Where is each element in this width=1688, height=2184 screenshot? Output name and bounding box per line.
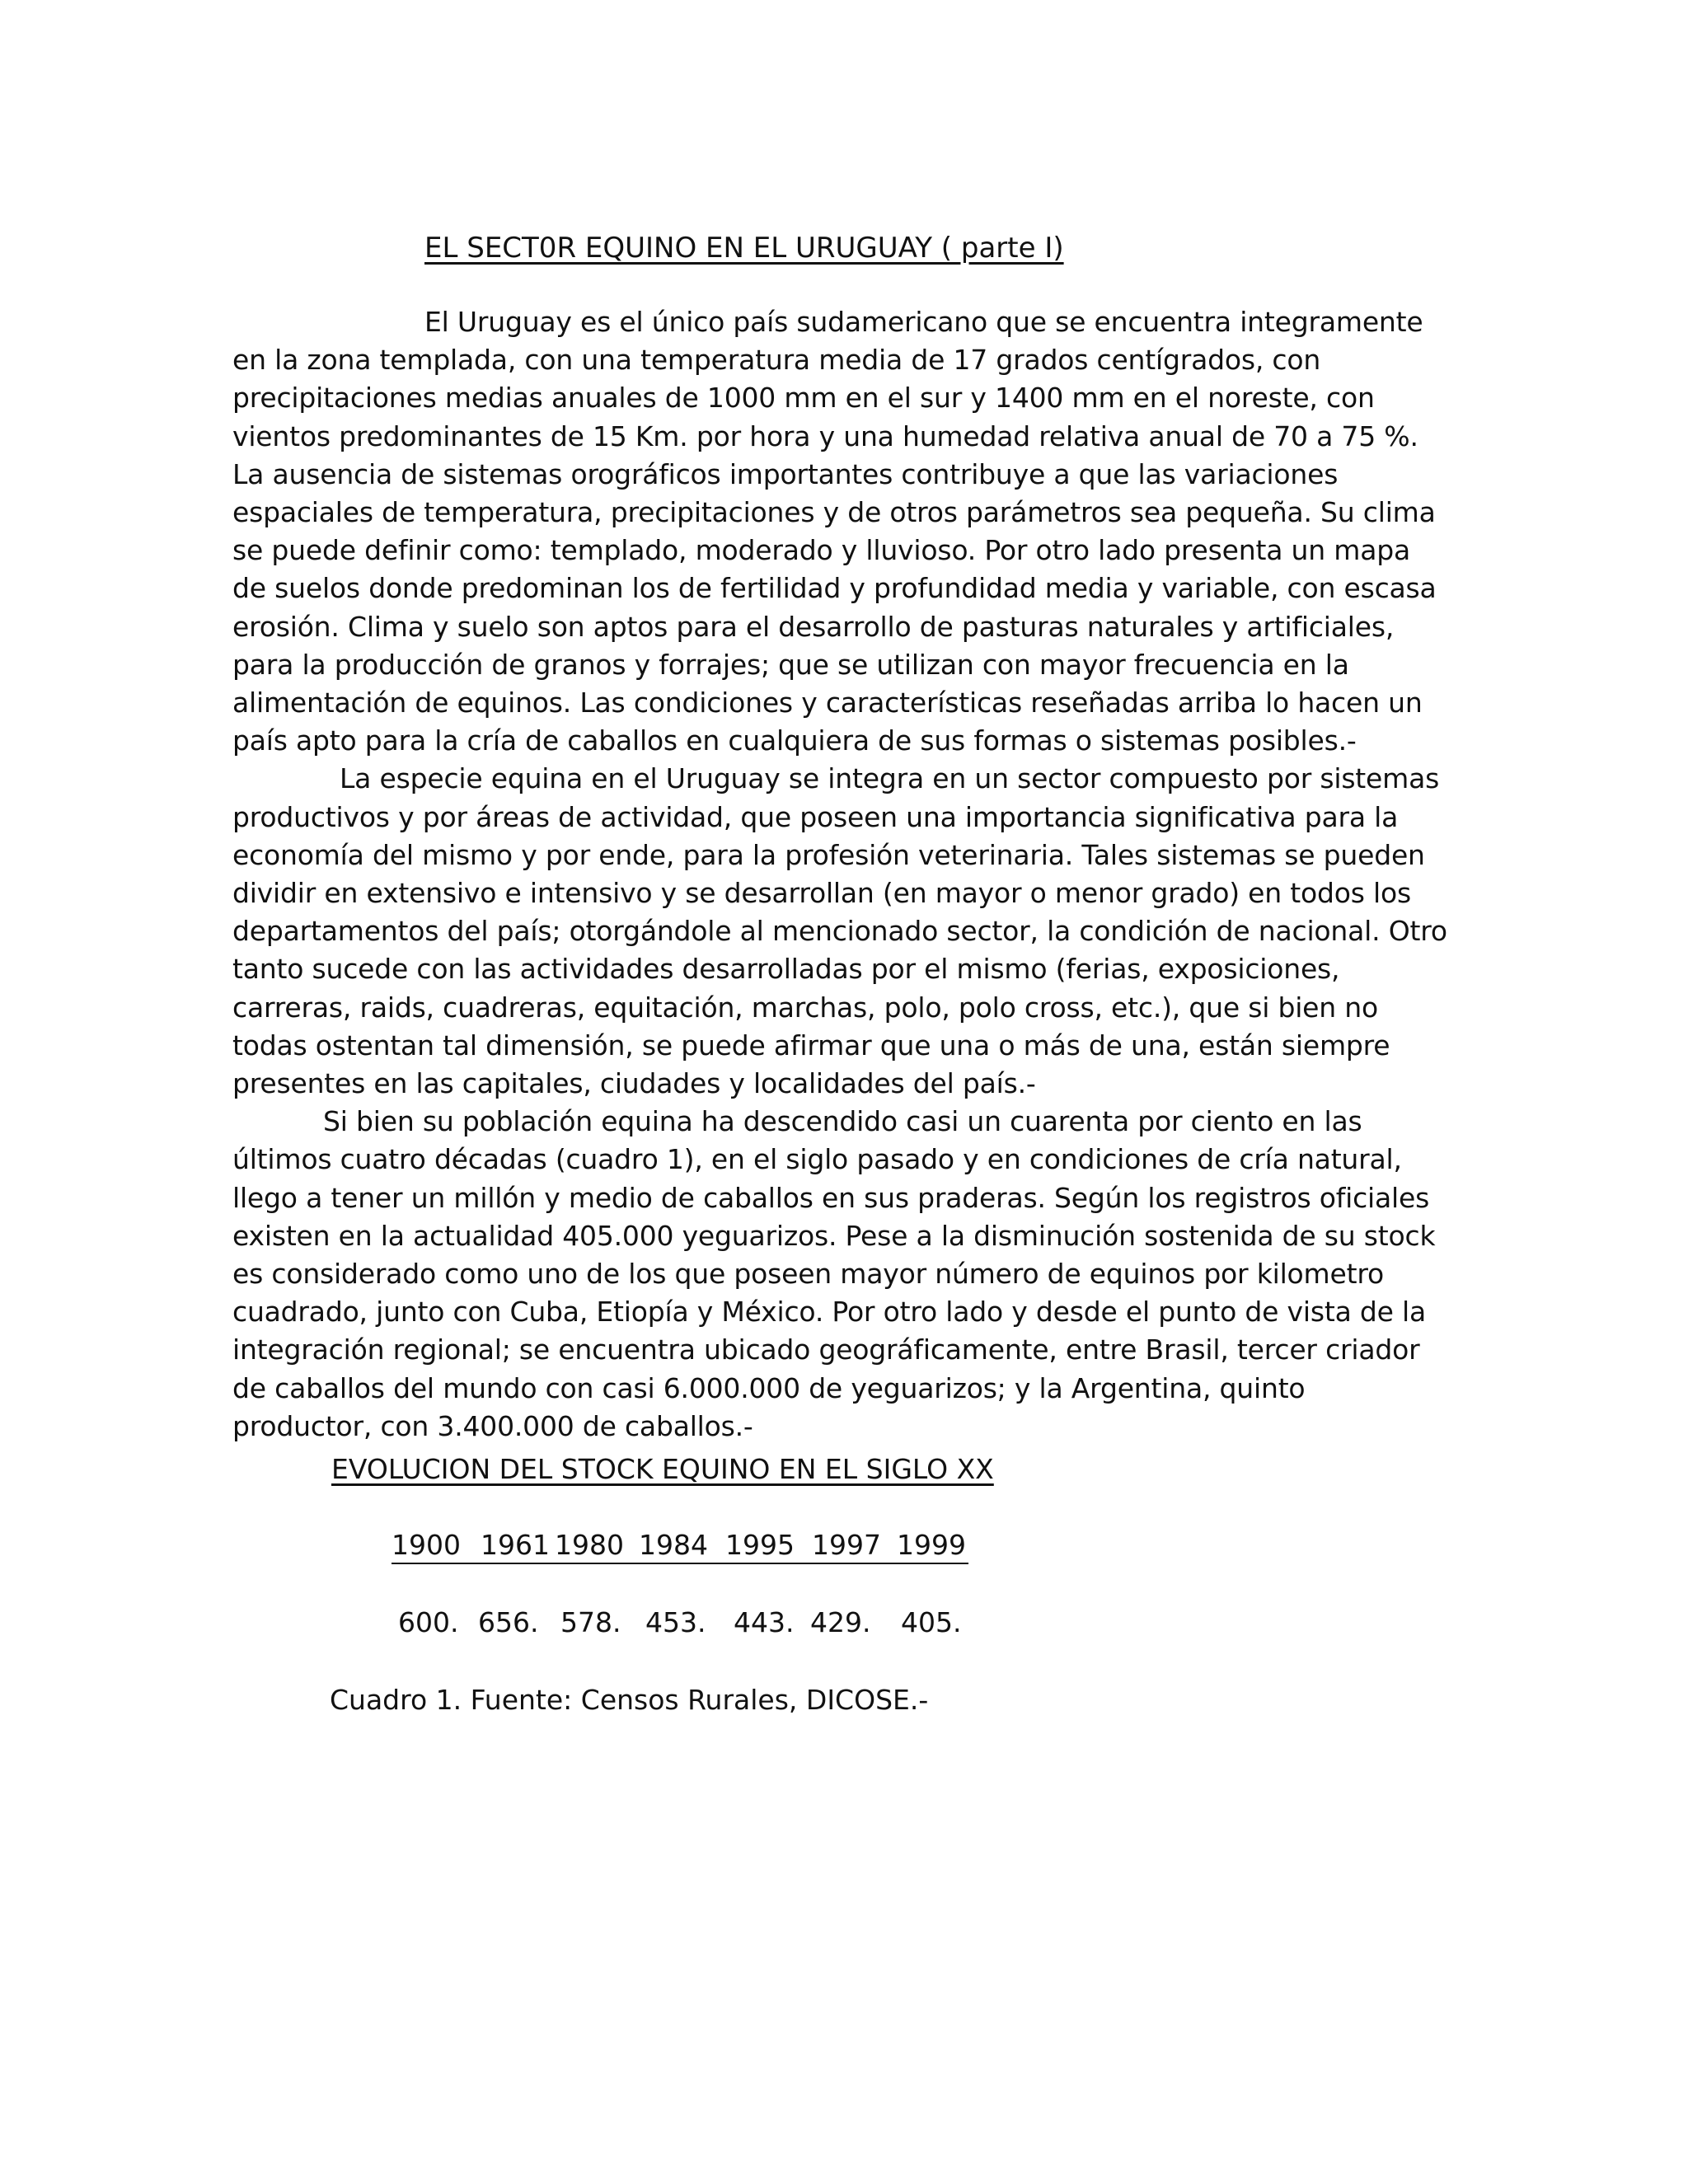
paragraph-population: Si bien su población equina ha descendido casi un cuarenta por ciento en las últimos cuatro décadas (cuadro 1), en el siglo pasado y en condiciones de cría natural, llego a tener un millón y medio de caballos en sus praderas. Según los registros oficiales existen en la actualidad 405.000 yeguarizos. Pese a la disminución sostenida de su stock es considerado como uno de los que poseen mayor número de equinos por kilometro cuadrado, junto con Cuba, Etiopía y México. Por otro lado y desde el punto de vista de la integración regional; se encuentra ubicado geográficamente, entre Brasil, tercer criador de caballos del mundo con casi 6.000.000 de yeguarizos; y la Argentina, quinto productor, con 3.400.000 de caballos.- — [232, 1105, 1436, 1442]
year-cell: 1997 — [812, 1529, 881, 1561]
document-title: EL SECT0R EQUINO EN EL URUGUAY ( parte I) — [424, 232, 1064, 265]
year-cell: 1995 — [725, 1529, 795, 1561]
value-cell: 443. — [734, 1606, 795, 1638]
table-years-row — [392, 1526, 968, 1564]
table-caption: Cuadro 1. Fuente: Censos Rurales, DICOSE.- — [330, 1684, 929, 1716]
value-cell: 600. — [398, 1606, 459, 1638]
table-title: EVOLUCION DEL STOCK EQUINO EN EL SIGLO XX — [331, 1453, 994, 1485]
value-cell: 453. — [645, 1606, 706, 1638]
year-cell: 1999 — [897, 1529, 966, 1561]
year-cell: 1984 — [639, 1529, 708, 1561]
paragraph-climate: El Uruguay es el único país sudamericano que se encuentra integramente en la zona templada, con una temperatura media de 17 grados centígrados, con precipitaciones medias anuales de 1000 mm en el sur y 1400 mm en el noreste, con vientos predominantes de 15 Km. por hora y una humedad relativa anual de 70 a 75 %. La ausencia de sistemas orográficos importantes contribuye a que las variaciones espaciales de temperatura, precipitaciones y de otros parámetros sea pequeña. Su clima se puede definir como: templado, moderado y lluvioso. Por otro lado presenta un mapa de suelos donde predominan los de fertilidad y profundidad media y variable, con escasa erosión. Clima y suelo son aptos para el desarrollo de pasturas naturales y artificiales, para la producción de granos y forrajes; que se utilizan con mayor frecuencia en la alimentación de equinos. Las condiciones y características reseñadas arriba lo hacen un país apto para la cría de caballos en cualquiera de sus formas o sistemas posibles.- — [232, 306, 1437, 757]
year-cell: 1900 — [392, 1529, 461, 1561]
year-cell: 1980 — [555, 1529, 624, 1561]
paragraph-sector: La especie equina en el Uruguay se integra en un sector compuesto por sistemas productivos y por áreas de actividad, que poseen una importancia significativa para la economía del mismo y por ende, para la profesión veterinaria. Tales sistemas se pueden dividir en extensivo e intensivo y se desarrollan (en mayor o menor grado) en todos los departamentos del país; otorgándole al mencionado sector, la condición de nacional. Otro tanto sucede con las actividades desarrolladas por el mismo (ferias, exposiciones, carreras, raids, cuadreras, equitación, marchas, polo, polo cross, etc.), que si bien no todas ostentan tal dimensión, se puede afirmar que una o más de una, están siempre presentes en las capitales, ciudades y localidades del país.- — [232, 762, 1447, 1100]
value-cell: 578. — [560, 1606, 621, 1638]
value-cell: 429. — [810, 1606, 871, 1638]
document-body — [232, 303, 1452, 1446]
value-cell: 405. — [901, 1606, 962, 1638]
year-cell: 1961 — [481, 1529, 550, 1561]
value-cell: 656. — [478, 1606, 539, 1638]
